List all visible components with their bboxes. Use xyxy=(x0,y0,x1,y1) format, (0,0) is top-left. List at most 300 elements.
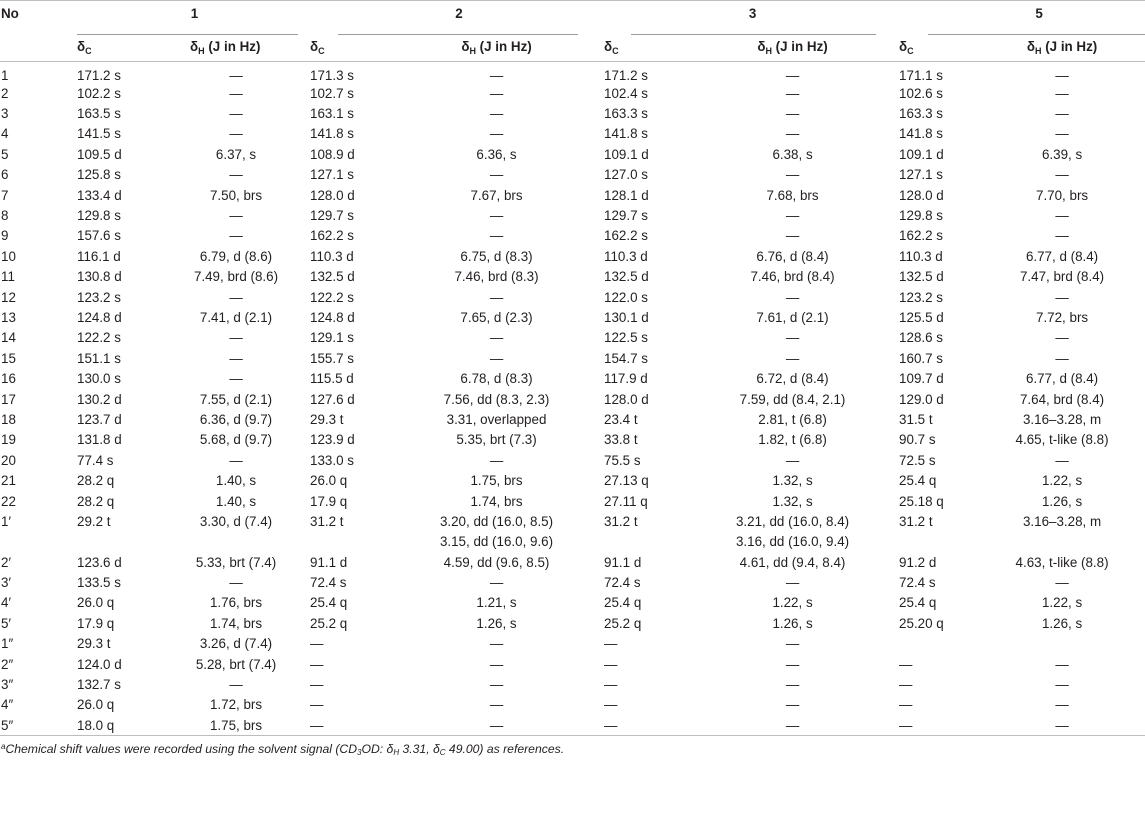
delta-c-cell: 163.3 s xyxy=(899,106,943,122)
delta-h-cell: — xyxy=(489,330,504,346)
delta-c-cell: 109.1 d xyxy=(604,146,649,162)
table-row xyxy=(0,511,1145,531)
delta-h-cell: 6.76, d (8.4) xyxy=(756,248,829,264)
position-cell: 9 xyxy=(1,228,9,244)
table-row xyxy=(0,62,1145,84)
position-cell: 3 xyxy=(1,106,9,122)
delta-h-cell: — xyxy=(1055,697,1069,713)
delta-c-cell: 115.5 d xyxy=(310,371,354,387)
delta-c-cell: 129.8 s xyxy=(77,208,121,224)
delta-h-cell: — xyxy=(229,228,243,244)
header-compound-1: 1 xyxy=(190,6,199,21)
table-footnote: $^a$Chemical shift values were recorded using the solvent signal ($CD_3OD$: $\delta_H$ 3.31, $\delta_C$ 49.00) as references. xyxy=(1,742,565,757)
delta-c-cell: 129.7 s xyxy=(604,208,648,224)
delta-h-cell: 2.81, t (6.8) xyxy=(758,411,827,427)
delta-c-cell: 29.3 t xyxy=(77,636,111,652)
delta-h-cell: 1.21, s xyxy=(476,595,517,611)
delta-h-cell: 5.68, d (9.7) xyxy=(199,432,273,448)
delta-c-cell: 29.2 t xyxy=(77,513,111,529)
delta-h-cell: — xyxy=(229,208,243,224)
delta-h-cell: 6.72, d (8.4) xyxy=(756,371,829,387)
delta-c-cell xyxy=(77,532,162,552)
table-row xyxy=(0,409,1145,429)
delta-c-cell: 90.7 s xyxy=(899,432,936,448)
delta-h-cell: — xyxy=(489,697,504,713)
delta-c-cell: 129.7 s xyxy=(310,208,354,224)
header-compound-3: 3 xyxy=(748,6,757,21)
delta-h-cell: 7.46, brd (8.3) xyxy=(454,269,539,285)
delta-h-cell: 4.65, t-like (8.8) xyxy=(1015,432,1109,448)
delta-c-cell: 31.2 t xyxy=(310,513,344,529)
delta-h-cell: 1.32, s xyxy=(772,493,813,509)
delta-h-cell: — xyxy=(229,106,243,122)
delta-h-cell: 3.30, d (7.4) xyxy=(199,513,273,529)
delta-c-cell: 132.5 d xyxy=(310,269,355,285)
delta-h-cell: 6.36, d (9.7) xyxy=(199,411,273,427)
position-cell: 3″ xyxy=(1,677,14,693)
table-row xyxy=(0,654,1145,674)
delta-h-cell: 1.75, brs xyxy=(470,473,523,489)
group-underline-1 xyxy=(77,34,298,35)
delta-h-cell: — xyxy=(1055,85,1069,101)
delta-h-cell: 7.41, d (2.1) xyxy=(199,309,273,325)
delta-c-cell: 27.11 q xyxy=(604,493,648,509)
position-cell: 5′ xyxy=(1,615,11,631)
position-cell xyxy=(0,532,77,552)
delta-h-cell: 6.38, s xyxy=(772,146,813,162)
delta-c-cell: 109.5 d xyxy=(77,146,122,162)
delta-c-cell: 25.2 q xyxy=(604,615,642,631)
delta-h-cell: 7.67, brs xyxy=(470,187,523,203)
delta-c-cell: 171.2 s xyxy=(77,68,121,83)
delta-c-cell: 132.7 s xyxy=(77,677,121,693)
delta-c-cell: 132.5 d xyxy=(899,269,944,285)
delta-c-cell: 33.8 t xyxy=(604,432,638,448)
delta-h-cell: 1.26, s xyxy=(1041,493,1083,509)
delta-h-cell: — xyxy=(785,697,800,713)
delta-h-cell: 7.65, d (2.3) xyxy=(460,309,533,325)
position-cell: 13 xyxy=(1,309,16,325)
position-cell: 2′ xyxy=(1,554,11,570)
delta-h-cell: 1.40, s xyxy=(215,493,257,509)
delta-c-cell: 133.0 s xyxy=(310,452,354,468)
position-cell: 21 xyxy=(1,473,16,489)
delta-c-cell: 124.8 d xyxy=(77,309,122,325)
delta-h-cell: — xyxy=(1055,330,1069,346)
delta-c-cell: 123.7 d xyxy=(77,411,122,427)
table-row xyxy=(0,185,1145,205)
subheader-delta-h: $\delta_H$ (J in Hz) xyxy=(757,38,828,56)
table-row xyxy=(0,103,1145,123)
delta-h-cell: — xyxy=(489,656,504,672)
delta-c-cell: 91.2 d xyxy=(899,554,937,570)
delta-c-cell: — xyxy=(899,656,913,672)
delta-h-cell: 7.59, dd (8.4, 2.1) xyxy=(739,391,846,407)
table-row xyxy=(0,552,1145,572)
delta-c-cell: 125.5 d xyxy=(899,309,944,325)
position-cell: 16 xyxy=(1,371,16,387)
delta-h-cell: 7.64, brd (8.4) xyxy=(1019,391,1105,407)
delta-h-cell: — xyxy=(1055,452,1069,468)
delta-c-cell: 162.2 s xyxy=(310,228,354,244)
delta-c-cell: 155.7 s xyxy=(310,350,354,366)
delta-h-cell: — xyxy=(489,289,504,305)
subheader-delta-c: $\delta_C$ xyxy=(899,38,914,56)
delta-c-cell: 108.9 d xyxy=(310,146,355,162)
subheader-delta-c: $\delta_C$ xyxy=(604,38,619,56)
delta-h-cell: — xyxy=(1055,350,1069,366)
delta-c-cell: 141.8 s xyxy=(899,126,943,142)
delta-h-cell: — xyxy=(229,126,243,142)
position-cell: 20 xyxy=(1,452,16,468)
delta-h-cell: 4.59, dd (9.6, 8.5) xyxy=(443,554,550,570)
delta-c-cell: — xyxy=(310,697,324,713)
position-cell: 1 xyxy=(1,68,9,83)
table-row xyxy=(0,470,1145,490)
delta-h-cell: — xyxy=(785,656,800,672)
delta-c-cell: 110.3 d xyxy=(899,248,943,264)
delta-c-cell: 171.2 s xyxy=(604,68,648,83)
delta-c-cell: 129.0 d xyxy=(899,391,944,407)
delta-c-cell xyxy=(899,634,979,654)
delta-c-cell: 25.2 q xyxy=(310,615,348,631)
delta-h-cell: — xyxy=(785,350,800,366)
table-row xyxy=(0,144,1145,164)
table-row xyxy=(0,165,1145,185)
delta-c-cell: 129.1 s xyxy=(310,330,354,346)
delta-c-cell xyxy=(604,532,686,552)
delta-h-cell: 7.46, brd (8.4) xyxy=(750,269,835,285)
table-row xyxy=(0,593,1145,613)
delta-h-cell: 5.35, brt (7.3) xyxy=(456,432,537,448)
delta-c-cell: 122.0 s xyxy=(604,289,648,305)
delta-c-cell: 128.0 d xyxy=(899,187,944,203)
delta-c-cell: 163.3 s xyxy=(604,106,648,122)
delta-c-cell: — xyxy=(604,697,618,713)
delta-c-cell: 157.6 s xyxy=(77,228,121,244)
delta-c-cell: 125.8 s xyxy=(77,167,121,183)
delta-c-cell: 123.9 d xyxy=(310,432,355,448)
delta-h-cell: — xyxy=(489,228,504,244)
delta-h-cell: — xyxy=(489,636,504,652)
delta-h-cell: — xyxy=(229,167,243,183)
delta-h-cell: 7.56, dd (8.3, 2.3) xyxy=(443,391,550,407)
delta-c-cell: 127.1 s xyxy=(899,167,943,183)
delta-c-cell: 91.1 d xyxy=(310,554,348,570)
delta-c-cell: 133.5 s xyxy=(77,575,121,591)
table-row xyxy=(0,715,1145,735)
delta-c-cell: — xyxy=(604,717,618,733)
delta-c-cell: 25.4 q xyxy=(899,595,937,611)
delta-h-cell: 1.26, s xyxy=(1041,615,1083,631)
delta-h-cell: 7.47, brd (8.4) xyxy=(1019,269,1105,285)
delta-c-cell: 25.4 q xyxy=(899,473,937,489)
position-cell: 7 xyxy=(1,187,9,203)
table-row xyxy=(0,695,1145,715)
delta-h-cell: 7.68, brs xyxy=(766,187,819,203)
position-cell: 14 xyxy=(1,330,16,346)
delta-h-cell: — xyxy=(229,350,243,366)
delta-c-cell: 123.2 s xyxy=(77,289,121,305)
delta-c-cell: 128.0 d xyxy=(604,391,649,407)
delta-c-cell: 77.4 s xyxy=(77,452,114,468)
delta-h-cell: — xyxy=(785,636,800,652)
delta-c-cell: — xyxy=(310,677,324,693)
delta-h-cell: — xyxy=(785,575,800,591)
group-underline-2 xyxy=(338,34,578,35)
delta-h-cell: 1.26, s xyxy=(476,615,517,631)
header-compound-2: 2 xyxy=(455,6,463,21)
position-cell: 15 xyxy=(1,350,16,366)
delta-h-cell: — xyxy=(229,575,243,591)
delta-h-cell: — xyxy=(489,350,504,366)
delta-c-cell: 102.2 s xyxy=(77,85,121,101)
delta-h-cell: 1.22, s xyxy=(1041,473,1083,489)
position-cell: 2″ xyxy=(1,656,14,672)
delta-c-cell: 151.1 s xyxy=(77,350,121,366)
delta-c-cell: 17.9 q xyxy=(77,615,115,631)
delta-c-cell: 25.4 q xyxy=(310,595,348,611)
delta-h-cell: — xyxy=(785,228,800,244)
table-row xyxy=(0,491,1145,511)
table-row xyxy=(0,348,1145,368)
delta-c-cell: — xyxy=(310,656,324,672)
delta-c-cell: 110.3 d xyxy=(310,248,354,264)
delta-h-cell: — xyxy=(229,677,243,693)
delta-h-cell: 3.16–3.28, m xyxy=(1022,411,1102,427)
delta-h-cell: — xyxy=(1055,208,1069,224)
delta-c-cell: 26.0 q xyxy=(310,473,348,489)
table-row xyxy=(0,205,1145,225)
delta-h-cell: — xyxy=(1055,289,1069,305)
delta-h-cell: — xyxy=(489,106,504,122)
delta-h-cell: 7.50, brs xyxy=(209,187,263,203)
delta-h-cell: 6.39, s xyxy=(1041,146,1083,162)
position-cell: 4″ xyxy=(1,697,14,713)
delta-c-cell xyxy=(899,532,979,552)
delta-h-cell: — xyxy=(785,208,800,224)
delta-h-cell: 1.22, s xyxy=(772,595,813,611)
delta-c-cell: 72.4 s xyxy=(604,575,641,591)
delta-c-cell: 109.1 d xyxy=(899,146,944,162)
delta-h-cell: 3.31, overlapped xyxy=(446,411,547,427)
delta-h-cell: — xyxy=(785,289,800,305)
delta-h-cell: 3.26, d (7.4) xyxy=(199,636,273,652)
subheader-delta-c: $\delta_C$ xyxy=(310,38,325,56)
table-header xyxy=(0,1,1145,62)
delta-c-cell: — xyxy=(899,677,913,693)
delta-c-cell: 128.6 s xyxy=(899,330,943,346)
table-row xyxy=(0,450,1145,470)
delta-h-cell xyxy=(162,532,310,552)
delta-h-cell: — xyxy=(229,289,243,305)
delta-h-cell: — xyxy=(489,717,504,733)
position-cell: 19 xyxy=(1,432,16,448)
delta-c-cell: 130.8 d xyxy=(77,269,122,285)
subheader-delta-c: $\delta_C$ xyxy=(77,38,92,56)
delta-h-cell: — xyxy=(1055,68,1069,83)
delta-h-cell: 1.72, brs xyxy=(209,697,263,713)
delta-h-cell: 7.55, d (2.1) xyxy=(199,391,273,407)
subheader-delta-h: $\delta_H$ (J in Hz) xyxy=(1026,38,1098,56)
delta-h-cell: — xyxy=(1055,656,1069,672)
delta-c-cell: — xyxy=(604,636,618,652)
delta-c-cell: 25.18 q xyxy=(899,493,944,509)
delta-h-cell: — xyxy=(489,452,504,468)
delta-c-cell: 116.1 d xyxy=(77,248,121,264)
position-cell: 2 xyxy=(1,85,9,101)
delta-c-cell: 117.9 d xyxy=(604,371,648,387)
delta-h-cell: 1.26, s xyxy=(772,615,813,631)
delta-h-cell: — xyxy=(785,330,800,346)
delta-h-cell: 1.22, s xyxy=(1041,595,1083,611)
delta-h-cell: 3.20, dd (16.0, 8.5) xyxy=(439,513,554,529)
position-cell: 5″ xyxy=(1,717,14,733)
delta-c-cell: 160.7 s xyxy=(899,350,943,366)
delta-c-cell: 122.2 s xyxy=(77,330,121,346)
position-cell: 5 xyxy=(1,146,9,162)
table-row xyxy=(0,267,1145,287)
delta-c-cell: 109.7 d xyxy=(899,371,944,387)
header-row-groups xyxy=(0,1,1145,30)
delta-c-cell: 123.2 s xyxy=(899,289,943,305)
delta-c-cell: 127.1 s xyxy=(310,167,354,183)
delta-h-cell: 1.76, brs xyxy=(209,595,263,611)
delta-c-cell: 75.5 s xyxy=(604,452,641,468)
delta-c-cell: — xyxy=(310,636,324,652)
delta-h-cell: 6.78, d (8.3) xyxy=(460,371,533,387)
delta-c-cell: 23.4 t xyxy=(604,411,638,427)
delta-c-cell: 128.1 d xyxy=(604,187,649,203)
table-body xyxy=(0,62,1145,736)
delta-h-cell: — xyxy=(1055,167,1069,183)
delta-c-cell: 162.2 s xyxy=(604,228,648,244)
delta-c-cell: 26.0 q xyxy=(77,697,115,713)
delta-h-cell: — xyxy=(785,85,800,101)
delta-c-cell: 25.20 q xyxy=(899,615,944,631)
delta-h-cell: 7.70, brs xyxy=(1036,187,1089,203)
delta-c-cell: 31.2 t xyxy=(899,513,933,529)
position-cell: 4 xyxy=(1,126,9,142)
delta-c-cell: 31.2 t xyxy=(604,513,638,529)
group-underline-3 xyxy=(631,34,876,35)
delta-h-cell: 5.33, brt (7.4) xyxy=(195,554,277,570)
delta-c-cell: 91.1 d xyxy=(604,554,642,570)
delta-h-cell: — xyxy=(229,452,243,468)
position-cell: 18 xyxy=(1,411,16,427)
delta-h-cell: — xyxy=(1055,575,1069,591)
delta-h-cell: — xyxy=(785,717,800,733)
delta-c-cell: 123.6 d xyxy=(77,554,122,570)
delta-h-cell: — xyxy=(785,68,800,83)
position-cell: 17 xyxy=(1,391,16,407)
position-cell: 12 xyxy=(1,289,16,305)
delta-h-cell: — xyxy=(785,106,800,122)
delta-h-cell: — xyxy=(785,677,800,693)
delta-h-cell: — xyxy=(1055,677,1069,693)
delta-c-cell: 31.5 t xyxy=(899,411,933,427)
position-cell: 4′ xyxy=(1,595,11,611)
delta-c-cell: 129.8 s xyxy=(899,208,943,224)
delta-c-cell: 18.0 q xyxy=(77,717,115,733)
delta-h-cell: — xyxy=(489,85,504,101)
delta-c-cell: 141.5 s xyxy=(77,126,121,142)
table-row xyxy=(0,287,1145,307)
delta-h-cell: 7.72, brs xyxy=(1036,309,1089,325)
delta-h-cell: 6.79, d (8.6) xyxy=(199,248,273,264)
delta-c-cell: 122.2 s xyxy=(310,289,354,305)
table-row xyxy=(0,532,1145,552)
delta-c-cell: — xyxy=(604,656,618,672)
delta-c-cell: — xyxy=(604,677,618,693)
delta-h-cell: — xyxy=(1055,228,1069,244)
delta-h-cell: — xyxy=(489,68,504,83)
delta-h-cell: 1.74, brs xyxy=(209,615,263,631)
delta-h-cell: — xyxy=(229,85,243,101)
delta-c-cell: 102.6 s xyxy=(899,85,943,101)
delta-c-cell: — xyxy=(310,717,324,733)
delta-c-cell: 162.2 s xyxy=(899,228,943,244)
delta-c-cell: 127.0 s xyxy=(604,167,648,183)
delta-h-cell: 6.36, s xyxy=(476,146,517,162)
delta-c-cell: 122.5 s xyxy=(604,330,648,346)
delta-h-cell xyxy=(979,634,1145,654)
delta-h-cell: 3.16, dd (16.0, 9.4) xyxy=(735,534,850,550)
table-row xyxy=(0,307,1145,327)
table-row xyxy=(0,83,1145,103)
delta-h-cell: — xyxy=(489,126,504,142)
delta-h-cell: — xyxy=(229,330,243,346)
delta-c-cell: 163.1 s xyxy=(310,106,354,122)
delta-h-cell: — xyxy=(1055,717,1069,733)
delta-h-cell: 7.61, d (2.1) xyxy=(756,309,829,325)
position-cell: 6 xyxy=(1,167,9,183)
position-cell: 3′ xyxy=(1,575,11,591)
table-row xyxy=(0,389,1145,409)
delta-h-cell: 5.28, brt (7.4) xyxy=(195,656,277,672)
table-row xyxy=(0,613,1145,633)
header-no: No xyxy=(1,6,19,21)
delta-h-cell: 6.77, d (8.4) xyxy=(1025,248,1099,264)
delta-c-cell: 72.4 s xyxy=(310,575,347,591)
delta-c-cell: 110.3 d xyxy=(604,248,648,264)
delta-c-cell xyxy=(310,532,389,552)
delta-c-cell: 141.8 s xyxy=(604,126,648,142)
delta-c-cell: 131.8 d xyxy=(77,432,122,448)
delta-c-cell: 127.6 d xyxy=(310,391,355,407)
delta-c-cell: 28.2 q xyxy=(77,473,115,489)
delta-c-cell: 17.9 q xyxy=(310,493,348,509)
delta-h-cell: — xyxy=(229,371,243,387)
delta-h-cell: — xyxy=(785,452,800,468)
delta-c-cell: 130.0 s xyxy=(77,371,121,387)
delta-c-cell: 102.7 s xyxy=(310,85,354,101)
delta-c-cell: 28.2 q xyxy=(77,493,115,509)
subheader-delta-h: $\delta_H$ (J in Hz) xyxy=(190,38,261,56)
delta-h-cell: 4.61, dd (9.4, 8.4) xyxy=(739,554,846,570)
position-cell: 10 xyxy=(1,248,16,264)
subheader-delta-h: $\delta_H$ (J in Hz) xyxy=(461,38,532,56)
table-row xyxy=(0,674,1145,694)
delta-h-cell: — xyxy=(489,677,504,693)
position-cell: 11 xyxy=(1,269,15,285)
position-cell: 1″ xyxy=(1,636,14,652)
delta-h-cell: 1.75, brs xyxy=(209,717,263,733)
delta-h-cell: — xyxy=(1055,106,1069,122)
delta-c-cell: 141.8 s xyxy=(310,126,354,142)
delta-h-cell: — xyxy=(489,208,504,224)
table-row xyxy=(0,226,1145,246)
